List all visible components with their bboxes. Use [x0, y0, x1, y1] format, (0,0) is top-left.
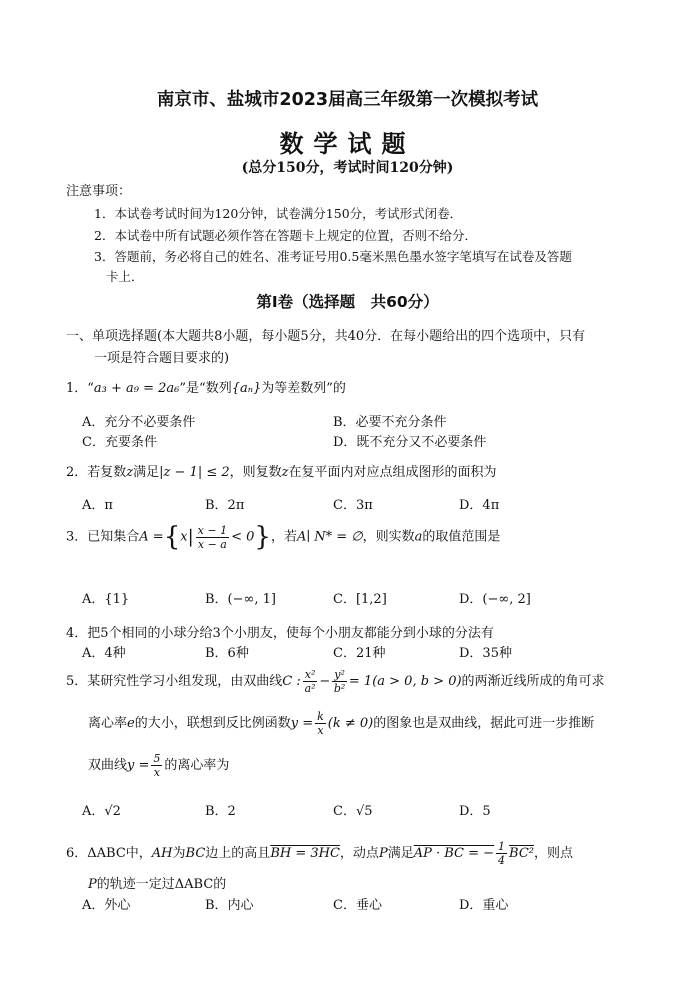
- q3-text-a: 3．已知集合: [66, 529, 140, 545]
- part-instructions-2: 一项是符合题目要求的): [94, 351, 230, 366]
- q6-line2: 的轨迹一定过ΔABC的: [96, 877, 227, 892]
- q6-t5: ，则点: [533, 846, 573, 861]
- q3-frac-den: x − a: [197, 537, 227, 551]
- q5-f2-den: b²: [333, 682, 346, 695]
- q5-frac-3: [315, 710, 326, 737]
- q5-line3-a: 双曲线: [88, 758, 128, 773]
- q5-line2-b: 的大小，联想到反比例函数: [134, 716, 291, 731]
- q2-text-c: ，则复数: [229, 465, 282, 480]
- q5-f3-num: k: [317, 710, 324, 723]
- q5-cond: = 1(a > 0, b > 0): [348, 674, 462, 689]
- question-6-line-2: [88, 873, 226, 892]
- q5-f4-den: x: [153, 766, 160, 779]
- notes-heading: 注意事项：: [66, 184, 132, 199]
- q3-cond: A∣ N* = ∅: [296, 529, 363, 545]
- q3-frac-num: x − 1: [197, 523, 228, 537]
- q3-var: a: [414, 529, 423, 545]
- q6-f-den: 4: [498, 854, 506, 867]
- question-5-line-2: [88, 710, 594, 737]
- q6-ah: AH: [151, 846, 173, 861]
- q1-mid: ”是“数列: [179, 381, 232, 396]
- q2-option-b[interactable]: B．2π: [205, 498, 245, 513]
- q2-option-a[interactable]: A．π: [82, 498, 113, 513]
- q6-t1: 为: [172, 846, 186, 861]
- note-item-3-cont: 卡上．: [106, 269, 144, 284]
- q3-left-brace: {: [163, 522, 181, 552]
- q6-cond-lhs: AP · BC = −: [413, 846, 495, 861]
- question-6-line-1: [66, 840, 573, 867]
- q5-line1-b: 的两渐近线所成的角可求: [461, 674, 605, 689]
- q6-option-b[interactable]: B．内心: [205, 898, 254, 913]
- question-5-line-1: [66, 668, 605, 695]
- q6-t2: 边上的高且: [205, 846, 271, 861]
- q5-f1-num: x²: [304, 668, 316, 681]
- q5-frac-2: [332, 668, 347, 695]
- q5-frac-1: [303, 668, 318, 695]
- q3-bar: |: [187, 526, 194, 548]
- q5-y-eq: y =: [290, 716, 314, 731]
- q4-option-c[interactable]: C．21种: [333, 646, 386, 661]
- question-2: [66, 461, 497, 480]
- q5-f2-num: y²: [334, 668, 345, 681]
- section-title: 第Ⅰ卷（选择题 共60分）: [256, 293, 439, 311]
- q2-text-a: 2．若复数: [66, 465, 127, 480]
- q2-option-c[interactable]: C．3π: [333, 498, 373, 513]
- q3-set-rhs: < 0: [231, 529, 255, 545]
- q4-option-d[interactable]: D．35种: [459, 646, 512, 661]
- note-item-2: 2．本试卷中所有试题必须作答在答题卡上规定的位置，否则不给分．: [94, 228, 477, 243]
- q5-y-eq-2: y =: [127, 758, 150, 773]
- note-item-1: 1．本试卷考试时间为120分钟，试卷满分150分，考试形式闭卷．: [94, 206, 463, 221]
- question-3: [66, 522, 500, 552]
- q1-option-b[interactable]: B．必要不充分条件: [333, 415, 447, 430]
- q5-option-a[interactable]: A．√2: [82, 804, 121, 819]
- q6-p-2: P: [88, 877, 97, 892]
- q5-option-d[interactable]: D．5: [459, 804, 491, 819]
- q2-text-b: 满足: [133, 465, 160, 480]
- q5-line1-a: 5．某研究性学习小组发现，由双曲线: [66, 674, 283, 689]
- q4-option-b[interactable]: B．6种: [205, 646, 249, 661]
- q1-option-c[interactable]: C．充要条件: [82, 435, 157, 450]
- q5-minus: −: [319, 674, 331, 689]
- q6-t4: 满足: [387, 846, 414, 861]
- q1-suffix: 为等差数列”的: [261, 381, 346, 396]
- q5-e: e: [127, 716, 135, 731]
- q1-option-a[interactable]: A．充分不必要条件: [82, 415, 196, 430]
- q3-option-d[interactable]: D．(−∞, 2]: [459, 592, 531, 607]
- note-item-3: 3．答题前，务必将自己的姓名、准考证号用0.5毫米黑色墨水签字笔填写在试卷及答题: [94, 249, 572, 264]
- q3-right-brace: }: [254, 522, 271, 552]
- q2-option-d[interactable]: D．4π: [459, 498, 500, 513]
- q3-text-b: ，若: [270, 529, 297, 545]
- q2-var-2: z: [281, 465, 289, 480]
- q3-set-lhs: A =: [139, 529, 164, 545]
- q6-option-a[interactable]: A．外心: [82, 898, 131, 913]
- q5-option-c[interactable]: C．√5: [333, 804, 373, 819]
- q5-curve: C :: [282, 674, 301, 689]
- q4-option-a[interactable]: A．4种: [82, 646, 126, 661]
- exam-meta: (总分150分，考试时间120分钟): [241, 160, 454, 176]
- question-5-line-3: [88, 752, 229, 779]
- q6-vec-eq: BH = 3HC: [270, 846, 340, 861]
- q5-line2-a: 离心率: [88, 716, 128, 731]
- q6-cond-rhs: BC²: [509, 846, 534, 861]
- q3-option-a[interactable]: A．{1}: [82, 592, 130, 607]
- q2-cond: |z − 1| ≤ 2: [159, 465, 230, 480]
- q5-line3-b: 的离心率为: [164, 758, 230, 773]
- q5-option-b[interactable]: B．2: [205, 804, 236, 819]
- q6-f-num: 1: [498, 840, 506, 853]
- q1-prefix: 1．“: [66, 381, 94, 396]
- q2-var: z: [126, 465, 134, 480]
- q3-option-c[interactable]: C．[1,2]: [333, 592, 387, 607]
- q6-bc: BC: [185, 846, 206, 861]
- question-1: [66, 377, 346, 396]
- q5-f3-den: x: [317, 724, 324, 737]
- q6-fraction: [496, 840, 507, 867]
- q5-k-cond: (k ≠ 0): [327, 716, 374, 731]
- q2-text-d: 在复平面内对应点组成图形的面积为: [288, 465, 497, 480]
- q5-f4-num: 5: [153, 752, 161, 765]
- subject-title: 数学试题: [279, 130, 416, 158]
- q1-option-d[interactable]: D．既不充分又不必要条件: [333, 435, 487, 450]
- q3-fraction: [196, 524, 229, 551]
- q3-option-b[interactable]: B．(−∞, 1]: [205, 592, 276, 607]
- q5-f1-den: a²: [304, 682, 316, 695]
- exam-title: 南京市、盐城市2023届高三年级第一次模拟考试: [156, 90, 539, 110]
- q5-frac-4: [151, 752, 162, 779]
- q1-seq: {aₙ}: [231, 381, 262, 396]
- q3-text-d: 的取值范围是: [422, 529, 501, 545]
- q6-line1-a: 6．ΔABC中，: [66, 846, 152, 861]
- q5-line2-c: 的图象也是双曲线，据此可进一步推断: [373, 716, 595, 731]
- part-instructions-1: 一、单项选择题(本大题共8小题，每小题5分，共40分．在每小题给出的四个选项中，只有: [66, 329, 586, 344]
- q6-option-c[interactable]: C．垂心: [333, 898, 382, 913]
- q3-text-c: ，则实数: [362, 529, 415, 545]
- q6-t3: ，动点: [339, 846, 379, 861]
- q3-set-x: x: [180, 529, 188, 545]
- q1-expr: a₃ + a₉ = 2a₆: [93, 381, 180, 396]
- question-4: 4．把5个相同的小球分给3个小朋友，使每个小朋友都能分到小球的分法有: [66, 626, 494, 641]
- q6-p: P: [378, 846, 388, 861]
- q6-option-d[interactable]: D．重心: [459, 898, 509, 913]
